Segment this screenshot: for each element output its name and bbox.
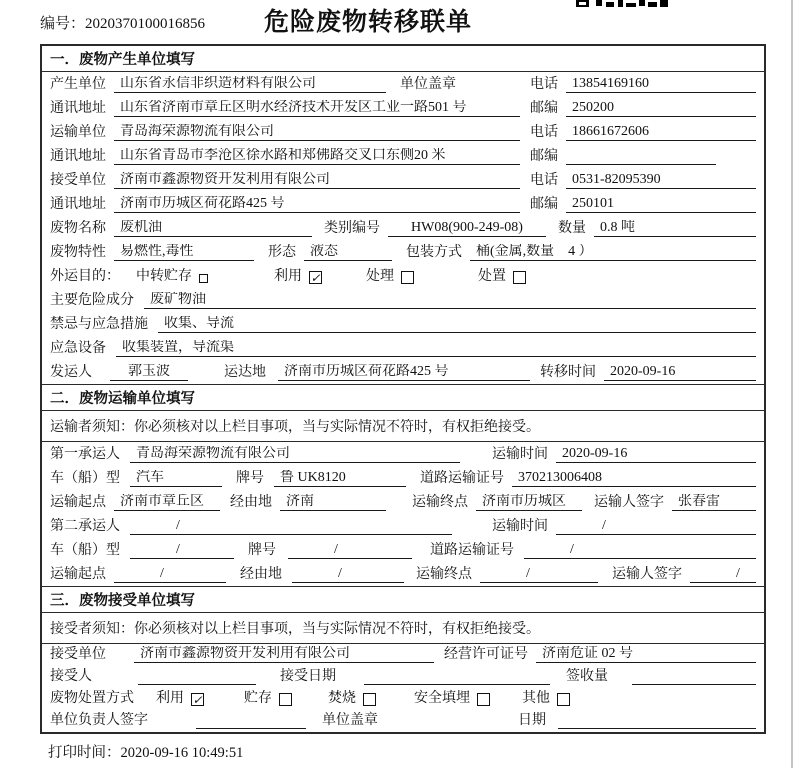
- checkbox-disposal-landfill: [477, 693, 490, 706]
- unit-seal-label: 单位盖章: [322, 713, 378, 728]
- row-transporter: [42, 120, 764, 144]
- row-vehicle1: [42, 466, 764, 490]
- vehicle-type-label: 车（船）型: [50, 543, 120, 558]
- producer-field: 山东省永信非织造材料有限公司: [114, 76, 386, 93]
- accept-unit-label: 接受单位: [50, 647, 106, 662]
- row-carrier2: [42, 514, 764, 538]
- route-start-label: 运输起点: [50, 495, 106, 510]
- phone-label: 电话: [530, 125, 558, 140]
- row-waste-traits: [42, 240, 764, 264]
- transporter-label: 运输单位: [50, 125, 106, 140]
- road-permit-label: 道路运输证号: [430, 543, 514, 558]
- purpose-option-treat: [366, 269, 414, 285]
- transfer-time-label: 转移时间: [540, 365, 596, 380]
- row-shipper: [42, 360, 764, 384]
- accept-date-field: [364, 684, 550, 685]
- section2-notice: 运输者须知：你必须核对以上栏目事项，当与实际情况不符时，有权拒绝接受。: [42, 411, 764, 442]
- accept-person-label: 接受人: [50, 669, 92, 684]
- hazard-field: 废矿物油: [144, 292, 756, 309]
- permit-field: 济南危证 02 号: [536, 646, 756, 663]
- row-producer-address: [42, 96, 764, 120]
- row-vehicle2: [42, 538, 764, 562]
- producer-address-field: 山东省济南市章丘区明水经济技术开发区工业一路501 号: [114, 100, 520, 117]
- checkbox-transfer-storage: [199, 274, 208, 283]
- zip-label: 邮编: [530, 101, 558, 116]
- row-hazard: [42, 288, 764, 312]
- vehicle2-plate-field: /: [288, 542, 412, 559]
- row-transporter-address: [42, 144, 764, 168]
- checkbox-dispose: [513, 271, 526, 284]
- route1-sign-field: 张春雷: [672, 494, 756, 511]
- route-start-label: 运输起点: [50, 567, 106, 582]
- transport-time-label: 运输时间: [492, 447, 548, 462]
- row-route2: [42, 562, 764, 586]
- date-label: 日期: [518, 713, 546, 728]
- carrier2-time-field: /: [556, 518, 756, 535]
- address-label: 通讯地址: [50, 197, 106, 212]
- route-via-label: 经由地: [230, 495, 272, 510]
- print-time: [48, 741, 243, 762]
- producer-zip-group: [530, 100, 756, 117]
- form-field: 液态: [304, 244, 392, 261]
- producer-label: 产生单位: [50, 77, 106, 92]
- disposal-label: 废物处置方式: [50, 691, 134, 706]
- purpose-option-transfer-storage: [136, 269, 208, 285]
- route-end-label: 运输终点: [416, 567, 472, 582]
- section2-heading: 二．废物运输单位填写: [42, 384, 764, 411]
- shipper-label: 发运人: [50, 365, 92, 380]
- shipper-field: 郭玉波: [110, 364, 188, 381]
- packaging-label: 包装方式: [406, 245, 462, 260]
- plate-label: 牌号: [248, 543, 276, 558]
- row-route1: [42, 490, 764, 514]
- address-label: 通讯地址: [50, 101, 106, 116]
- row-producer: [42, 72, 764, 96]
- transport-time-label: 运输时间: [492, 519, 548, 534]
- row-receiver: [42, 168, 764, 192]
- vehicle2-type-field: /: [130, 542, 234, 559]
- row-accept-person: [42, 666, 764, 688]
- transporter-zip-field: [566, 164, 716, 165]
- category-field: HW08(900-249-08): [388, 220, 546, 237]
- option-label: 其他: [522, 691, 550, 706]
- vehicle1-type-field: 汽车: [130, 470, 222, 487]
- traits-label: 废物特性: [50, 245, 106, 260]
- receiver-phone-field: 0531-82095390: [566, 172, 756, 189]
- carrier1-label: 第一承运人: [50, 447, 120, 462]
- receiver-label: 接受单位: [50, 173, 106, 188]
- row-purpose: [42, 264, 764, 288]
- disposal-option-utilize: [156, 691, 204, 707]
- hazard-label: 主要危险成分: [50, 293, 134, 308]
- option-label: 安全填埋: [414, 691, 470, 706]
- accept-date-label: 接受日期: [280, 669, 336, 684]
- quantity-field: 0.8 吨: [594, 220, 756, 237]
- option-label: 利用: [274, 269, 302, 284]
- checkbox-disposal-utilize-checked: ✓: [192, 692, 203, 707]
- producer-zip-field: 250200: [566, 100, 756, 117]
- transporter-phone-group: [530, 124, 756, 141]
- section3-notice: 接受者须知：你必须核对以上栏目事项，当与实际情况不符时，有权拒绝接受。: [42, 613, 764, 644]
- accept-unit-field: 济南市鑫源物资开发利用有限公司: [134, 646, 434, 663]
- row-emergency-measures: [42, 312, 764, 336]
- transporter-sign-label: 运输人签字: [612, 567, 682, 582]
- checkbox-disposal-storage: [279, 693, 292, 706]
- responsible-sign-label: 单位负责人签字: [50, 713, 148, 728]
- phone-label: 电话: [530, 173, 558, 188]
- serial-label: 编号：: [40, 16, 86, 32]
- route-via-label: 经由地: [240, 567, 282, 582]
- vehicle2-permit-field: /: [524, 542, 756, 559]
- route-end-label: 运输终点: [412, 495, 468, 510]
- checkbox-treat: [401, 271, 414, 284]
- carrier1-field: 青岛海荣源物流有限公司: [130, 446, 460, 463]
- page-title: 危险废物转移联单: [263, 9, 472, 36]
- qr-code-fragment: [576, 0, 668, 9]
- packaging-field: 桶(金属,数量 4 ）: [470, 244, 756, 261]
- received-qty-label: 签收量: [566, 669, 608, 684]
- page-edge-line: [791, 0, 793, 768]
- plate-label: 牌号: [236, 471, 264, 486]
- equipment-label: 应急设备: [50, 341, 106, 356]
- receiver-field: 济南市鑫源物资开发利用有限公司: [114, 172, 520, 189]
- section3-heading: 三．废物接受单位填写: [42, 586, 764, 613]
- print-time-value: 2020-09-16 10:49:51: [120, 745, 244, 761]
- serial-number: 2020370100016856: [85, 16, 206, 32]
- row-carrier1: [42, 442, 764, 466]
- producer-phone-field: 13854169160: [566, 76, 756, 93]
- option-label: 焚烧: [328, 691, 356, 706]
- zip-label: 邮编: [530, 197, 558, 212]
- accept-person-field: [138, 684, 256, 685]
- option-label: 处理: [366, 269, 394, 284]
- section1-heading: 一．废物产生单位填写: [42, 46, 764, 72]
- checkbox-disposal-other: [557, 693, 570, 706]
- row-emergency-equipment: [42, 336, 764, 360]
- producer-phone-group: [530, 76, 756, 93]
- received-qty-field: [632, 684, 756, 685]
- destination-label: 运达地: [224, 365, 266, 380]
- manifest-form: [40, 44, 766, 734]
- responsible-sign-field: [196, 728, 306, 729]
- route2-end-field: /: [480, 566, 598, 583]
- route1-end-field: 济南市历城区: [476, 494, 582, 511]
- option-label: 利用: [156, 691, 184, 706]
- form-label: 形态: [268, 245, 296, 260]
- route1-start-field: 济南市章丘区: [114, 494, 220, 511]
- zip-label: 邮编: [530, 149, 558, 164]
- transfer-time-field: 2020-09-16: [604, 364, 756, 381]
- row-responsible-sign: [42, 710, 764, 732]
- waste-name-field: 废机油: [114, 220, 312, 237]
- option-label: 中转贮存: [136, 269, 192, 284]
- disposal-option-incinerate: [328, 691, 376, 707]
- address-label: 通讯地址: [50, 149, 106, 164]
- carrier2-label: 第二承运人: [50, 519, 120, 534]
- row-disposal-method: [42, 688, 764, 710]
- traits-field: 易燃性,毒性: [114, 244, 254, 261]
- receiver-phone-group: [530, 172, 756, 189]
- transporter-phone-field: 18661672606: [566, 124, 756, 141]
- vehicle-type-label: 车（船）型: [50, 471, 120, 486]
- route2-via-field: /: [292, 566, 404, 583]
- print-time-label: 打印时间：: [48, 745, 121, 761]
- carrier1-time-field: 2020-09-16: [556, 446, 756, 463]
- disposal-option-storage: [244, 691, 292, 707]
- purpose-label: 外运目的：: [50, 269, 120, 284]
- unit-seal-label: 单位盖章: [400, 77, 456, 92]
- checkbox-utilize-checked: ✓: [310, 270, 321, 285]
- transporter-zip-group: [530, 149, 756, 165]
- purpose-option-utilize: [274, 269, 322, 285]
- waste-name-label: 废物名称: [50, 221, 106, 236]
- transporter-sign-label: 运输人签字: [594, 495, 664, 510]
- vehicle1-permit-field: 370213006408: [512, 470, 756, 487]
- destination-field: 济南市历城区荷花路425 号: [278, 364, 530, 381]
- equipment-field: 收集装置，导流渠: [116, 340, 756, 357]
- vehicle1-plate-field: 鲁 UK8120: [274, 470, 406, 487]
- route2-start-field: /: [114, 566, 226, 583]
- row-accept-unit: [42, 644, 764, 666]
- purpose-option-dispose: [478, 269, 526, 285]
- option-label: 贮存: [244, 691, 272, 706]
- route2-sign-field: /: [690, 566, 756, 583]
- row-waste-name: [42, 216, 764, 240]
- row-receiver-address: [42, 192, 764, 216]
- disposal-option-landfill: [414, 691, 490, 707]
- receiver-address-field: 济南市历城区荷花路425 号: [114, 196, 520, 213]
- phone-label: 电话: [530, 77, 558, 92]
- category-label: 类别编号: [324, 221, 380, 236]
- date-field: [558, 728, 756, 729]
- permit-label: 经营许可证号: [444, 647, 528, 662]
- receiver-zip-group: [530, 196, 756, 213]
- transporter-address-field: 山东省青岛市李沧区徐水路和郑佛路交叉口东侧20 米: [114, 148, 520, 165]
- quantity-label: 数量: [558, 221, 586, 236]
- option-label: 处置: [478, 269, 506, 284]
- carrier2-field: /: [130, 518, 452, 535]
- checkbox-disposal-incinerate: [363, 693, 376, 706]
- disposal-option-other: [522, 691, 570, 707]
- receiver-zip-field: 250101: [566, 196, 756, 213]
- route1-via-field: 济南: [280, 494, 386, 511]
- emergency-label: 禁忌与应急措施: [50, 317, 148, 332]
- road-permit-label: 道路运输证号: [420, 471, 504, 486]
- emergency-field: 收集、导流: [158, 316, 756, 333]
- transporter-field: 青岛海荣源物流有限公司: [114, 124, 520, 141]
